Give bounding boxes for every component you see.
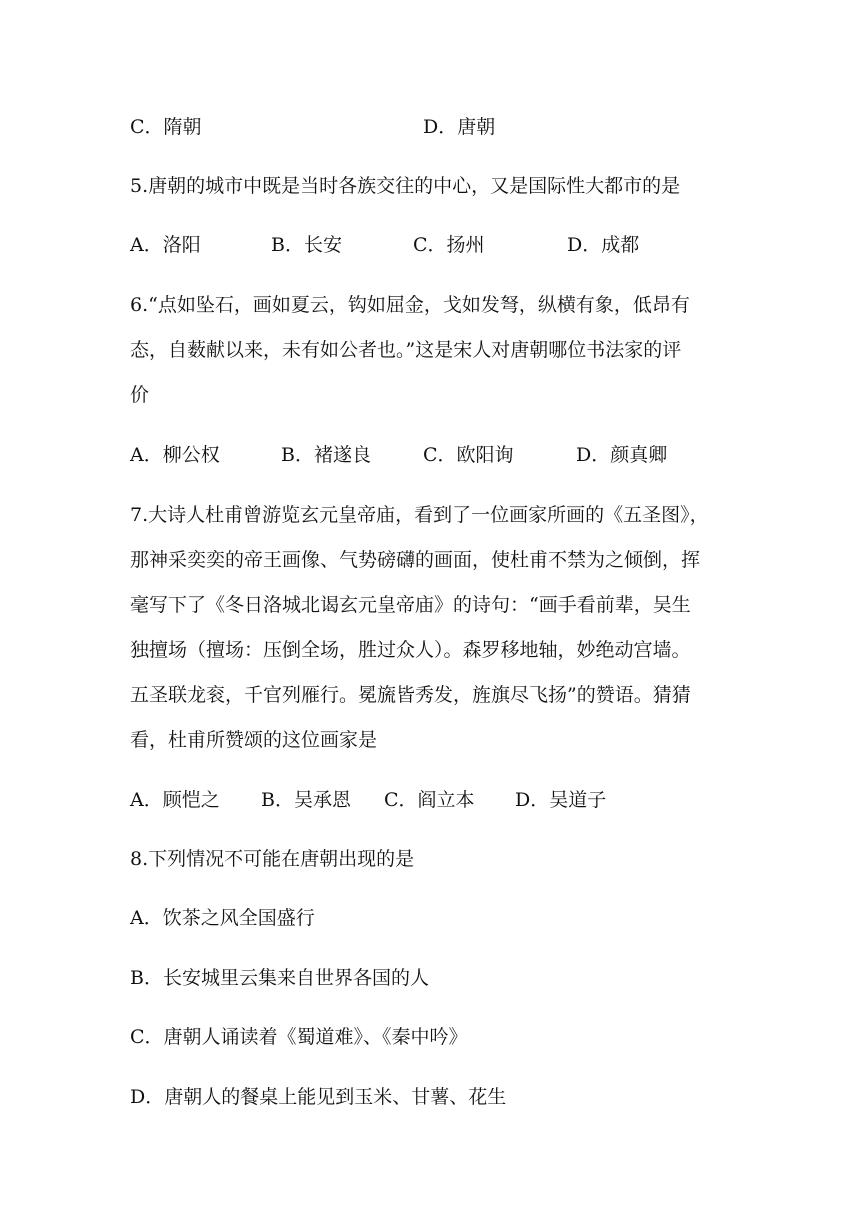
q5-option-d: D．成都: [567, 234, 640, 256]
q7-option-b: B．吴承恩: [261, 789, 351, 811]
q8-stem: 8.下列情况不可能在唐朝出现的是: [130, 848, 415, 870]
q7-stem-line-1: 7.大诗人杜甫曾游览玄元皇帝庙，看到了一位画家所画的《五圣图》，: [130, 504, 709, 526]
q8-option-b: B．长安城里云集来自世界各国的人: [130, 967, 429, 989]
q7-option-d: D．吴道子: [515, 789, 607, 811]
q5-option-c: C．扬州: [413, 234, 485, 256]
q7-option-c: C．阎立本: [384, 789, 475, 811]
q7-stem-line-5: 五圣联龙衮，千官列雁行。冕旒皆秀发，旌旗尽飞扬”的赞语。猜猜: [130, 684, 691, 706]
q6-stem-line-2: 态，自薮献以来，未有如公者也。”这是宋人对唐朝哪位书法家的评: [130, 339, 682, 361]
q6-stem-line-3: 价: [130, 384, 150, 406]
q8-option-c: C．唐朝人诵读着《蜀道难》、《秦中吟》: [130, 1026, 468, 1048]
q6-option-a: A．柳公权: [130, 444, 220, 466]
q4-option-d: D．唐朝: [423, 116, 496, 138]
q7-stem-line-6: 看，杜甫所赞颂的这位画家是: [130, 729, 378, 751]
q7-stem-line-3: 毫写下了《冬日洛城北谒玄元皇帝庙》的诗句：“画手看前辈，吴生: [130, 594, 691, 616]
q6-option-b: B．褚遂良: [281, 444, 371, 466]
q4-option-c: C．隋朝: [130, 116, 202, 138]
q8-option-a: A．饮茶之风全国盛行: [130, 907, 315, 929]
q5-option-b: B．长安: [271, 234, 342, 256]
q6-stem-line-1: 6.“点如坠石，画如夏云，钩如屈金，戈如发弩，纵横有象，低昂有: [130, 294, 690, 316]
q6-option-c: C．欧阳询: [423, 444, 514, 466]
q7-option-a: A．顾恺之: [130, 789, 220, 811]
q5-stem: 5.唐朝的城市中既是当时各族交往的中心，又是国际性大都市的是: [130, 175, 681, 197]
q8-option-d: D．唐朝人的餐桌上能见到玉米、甘薯、花生: [130, 1086, 507, 1108]
q7-stem-line-2: 那神采奕奕的帝王画像、气势磅礴的画面，使杜甫不禁为之倾倒，挥: [130, 549, 701, 571]
q5-option-a: A．洛阳: [130, 234, 201, 256]
q7-stem-line-4: 独擅场（擅场：压倒全场，胜过众人）。森罗移地轴，妙绝动宫墙。: [130, 639, 691, 661]
q6-option-d: D．颜真卿: [576, 444, 668, 466]
